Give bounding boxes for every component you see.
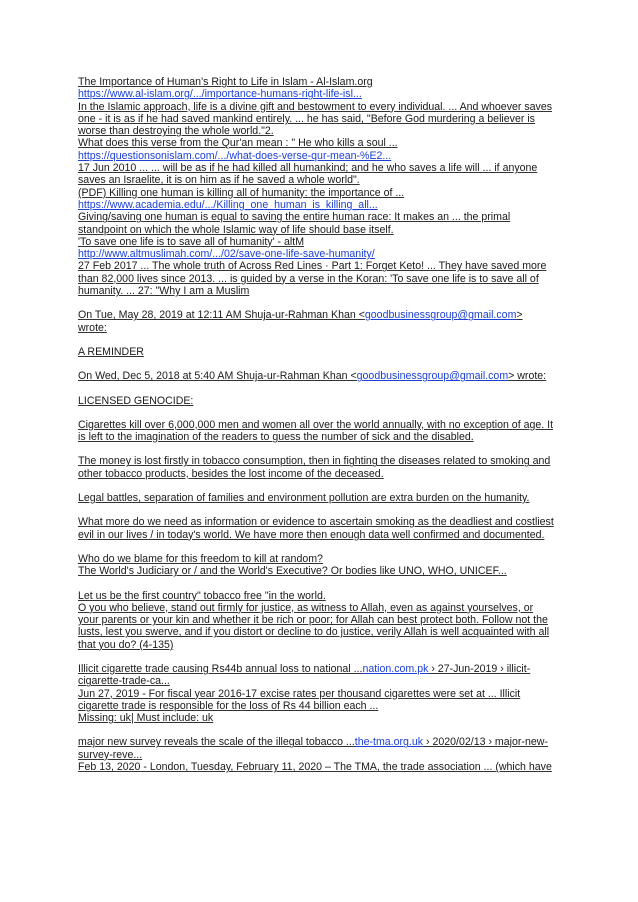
search-results-tobacco: [78, 663, 562, 773]
paragraph-line: Cigarettes kill over 6,000,000 men and women all over the world annually, with no exception of age. It: [78, 418, 554, 431]
email-link[interactable]: goodbusinessgroup@gmail.com: [364, 309, 517, 322]
result-title[interactable]: The Importance of Human's Right to Life in Islam - Al-Islam.org: [78, 76, 373, 88]
section-heading: LICENSED GENOCIDE:: [78, 394, 194, 407]
paragraph: [78, 553, 562, 578]
result-title-cont[interactable]: survey-reve...: [78, 748, 143, 761]
result-title-text[interactable]: major new survey reveals the scale of the illegal tobacco ...: [78, 736, 355, 749]
paragraph: [78, 455, 562, 480]
email-body: [78, 76, 562, 773]
result-url[interactable]: http://www.altmuslimah.com/.../02/save-one-life-save-humanity/: [78, 248, 375, 261]
result-title[interactable]: What does this verse from the Qur'an mean : " He who kills a soul ...: [78, 137, 398, 150]
paragraph-line: that you do? (4-135): [78, 638, 174, 651]
result-snippet-line: cigarette trade is responsible for the loss of Rs 44 billion each ...: [78, 699, 379, 712]
quote-line: [78, 309, 562, 321]
result-snippet-line: worse than destroying the whole world."2.: [78, 125, 274, 138]
result-breadcrumb: › 2020/02/13 › major-new-: [423, 736, 548, 749]
result-snippet-line: humanity. ... 27: "Why I am a Muslim: [78, 285, 250, 298]
reminder-heading: A REMINDER: [78, 345, 144, 358]
paragraph-line: is left to the imagination of the readers to guess the number of sick and the disabled.: [78, 431, 474, 444]
result-title-cont[interactable]: cigarette-trade-ca...: [78, 675, 170, 688]
email-link[interactable]: goodbusinessgroup@gmail.com: [356, 370, 509, 383]
quote-suffix: >: [516, 309, 523, 322]
result-snippet-line: 27 Feb 2017 ... The whole truth of Across Red Lines · Part 1: Forget Keto! ... They have saved more: [78, 260, 547, 273]
paragraph-line: evil in our lives / in today's world. We have more then enough data well confirmed and documented.: [78, 528, 545, 541]
paragraph-line: What more do we need as information or evidence to ascertain smoking as the deadliest and costliest: [78, 516, 554, 529]
quote-line: [78, 370, 562, 382]
paragraph-line: Who do we blame for this freedom to kill at random?: [78, 552, 323, 565]
paragraph-line: Legal battles, separation of families and environment pollution are extra burden on the humanity.: [78, 492, 530, 505]
paragraph-line: The World's Judiciary or / and the World's Executive? Or bodies like UNO, WHO, UNICEF...: [78, 565, 507, 578]
result-snippet-line: saves an Israelite, it is on him as if he saved a whole world".: [78, 174, 360, 187]
result-snippet-line: than 82,000 lives since 2013. ... is guided by a verse in the Koran: 'To save one life is to save all of: [78, 272, 539, 285]
quote-prefix: On Tue, May 28, 2019 at 12:11 AM Shuja-ur-Rahman Khan <: [78, 309, 365, 322]
paragraph-line: your parents or your kin and whether it be rich or poor; for Allah can best protect both. Follow not the: [78, 614, 548, 627]
paragraph: [78, 590, 562, 651]
result-snippet-line: one - it is as if he had saved mankind entirely. ... he has said, "Before God murdering a believer is: [78, 112, 535, 125]
result-snippet-line: Giving/saving one human is equal to saving the entire human race: It makes an ... the primal: [78, 211, 511, 224]
paragraph-line: The money is lost firstly in tobacco consumption, then in fighting the diseases related to smoking and: [78, 455, 551, 468]
search-result: [78, 187, 562, 236]
result-snippet-line: 17 Jun 2010 ... ... will be as if he had killed all humankind; and he who saves a life will ... if anyone: [78, 162, 538, 175]
result-url[interactable]: https://www.al-islam.org/.../importance-humans-right-life-isl...: [78, 88, 362, 101]
paragraph-line: Let us be the first country" tobacco free "in the world.: [78, 589, 326, 602]
result-url[interactable]: https://questionsonislam.com/.../what-does-verse-qur-mean-%E2...: [78, 149, 392, 162]
result-title[interactable]: (PDF) Killing one human is killing all of humanity: the importance of ...: [78, 186, 405, 199]
result-snippet-line: standpoint on which the whole Islamic way of life should base itself.: [78, 223, 394, 236]
search-result: [78, 663, 562, 724]
result-snippet-line: Jun 27, 2019 - For fiscal year 2016-17 excise rates per thousand cigarettes were set at ... Illicit: [78, 687, 521, 700]
quote-wrote: wrote:: [78, 321, 107, 334]
quoted-header-2: [78, 370, 562, 382]
result-domain-link[interactable]: nation.com.pk: [362, 662, 429, 675]
paragraph-line: O you who believe, stand out firmly for justice, as witness to Allah, even as against yourselves, or: [78, 601, 534, 614]
result-snippet-line: Feb 13, 2020 - London, Tuesday, February 11, 2020 – The TMA, the trade association ... (which have: [78, 761, 552, 774]
result-url[interactable]: https://www.academia.edu/.../Killing_one_human_is_killing_all...: [78, 198, 378, 211]
search-result: [78, 236, 562, 297]
paragraph-line: lusts, lest you swerve, and if you distort or decline to do justice, verily Allah is well acquainted with all: [78, 626, 550, 639]
result-snippet-line: In the Islamic approach, life is a divine gift and bestowment to every individual. ... And whoever saves: [78, 100, 553, 113]
paragraph: [78, 492, 562, 504]
result-breadcrumb: › 27-Jun-2019 › illicit-: [428, 662, 531, 675]
result-snippet-line: Missing: uk| Must include: uk: [78, 712, 214, 725]
search-result: [78, 76, 562, 137]
paragraph: [78, 516, 562, 541]
result-domain-link[interactable]: the-tma.org.uk: [354, 736, 424, 749]
quoted-header-1: [78, 309, 562, 334]
paragraph-line: other tobacco products, besides the lost income of the deceased.: [78, 467, 384, 480]
search-results-islam: [78, 76, 562, 297]
result-title[interactable]: [78, 736, 562, 748]
quote-suffix: > wrote:: [508, 370, 547, 383]
quote-prefix: On Wed, Dec 5, 2018 at 5:40 AM Shuja-ur-Rahman Khan <: [78, 370, 357, 383]
paragraph: [78, 419, 562, 444]
search-result: [78, 736, 562, 773]
search-result: [78, 137, 562, 186]
result-title[interactable]: 'To save one life is to save all of humanity' - altM: [78, 235, 305, 248]
result-title-text[interactable]: Illicit cigarette trade causing Rs44b annual loss to national ...: [78, 662, 363, 675]
result-title[interactable]: [78, 663, 562, 675]
